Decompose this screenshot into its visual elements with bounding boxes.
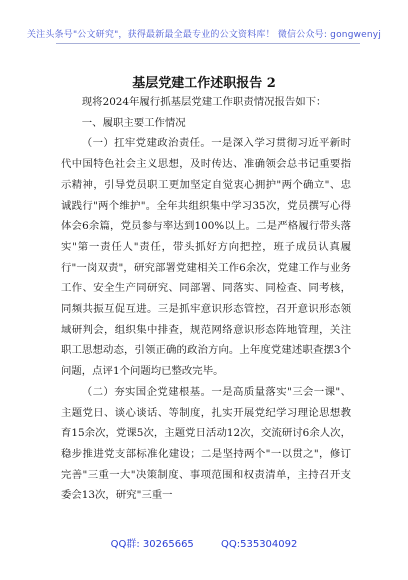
footer-qq-group: QQ群: 30265665 (110, 539, 194, 550)
section-heading: 一、履职主要工作情况 (81, 116, 186, 129)
header-divider (56, 43, 360, 44)
footer-qq: QQ:535304092 (221, 539, 298, 550)
document-title: 基层党建工作述职报告 2 (132, 76, 276, 91)
intro-paragraph: 现将2024年履行抓基层党建工作职责情况报告如下： (81, 96, 327, 108)
body-paragraph: （一）扛牢党建政治责任。一是深入学习贯彻习近平新时代中国特色社会主义思想，及时传达、准确领会总书记重要指示精神，引导党员职工更加坚定自觉衷心拥护"两个确立"、忠诚践行"两个维护"。全年共组织集中学习35次，党员撰写心得体会6余篇，党员参与率达到100%以上。二是严格履行带头落实"第一责任人"责任，带头抓好方向把控，班子成员认真履行"一岗双责"，研究部署党建相关工作6余次，党建工作与业务工作、安全生产同研究、同部署、同落实、同检查、同考核，同频共振互促互进。三是抓牢意识形态管控，召开意识形态领域研判会，组织集中排查，规范网络意识形态阵地管理，关注职工思想动态，引领正确的政治方向。上年度党建述职查摆3个问题，点评1个问题均已整改完毕。 (61, 137, 351, 378)
document-body (61, 92, 351, 506)
footer-contact (0, 535, 408, 550)
body-paragraph: （二）夯实国企党建根基。一是高质量落实"三会一课"、主题党日、谈心谈话、等制度，扎实开展党纪学习理论思想教育15余次，党课5次，主题党日活动12次，交流研讨6余人次，稳步推进党支部标准化建设；二是坚持两个"一以贯之"，修订完善"三重一大"决策制度、事项范围和权责清单，主持召开支委会13次，研究"三重一 (61, 385, 351, 502)
header-note: 关注头条号"公文研究"，获得最新最全最专业的公文资料库！ 微信公众号: gongwenyj (26, 30, 382, 40)
